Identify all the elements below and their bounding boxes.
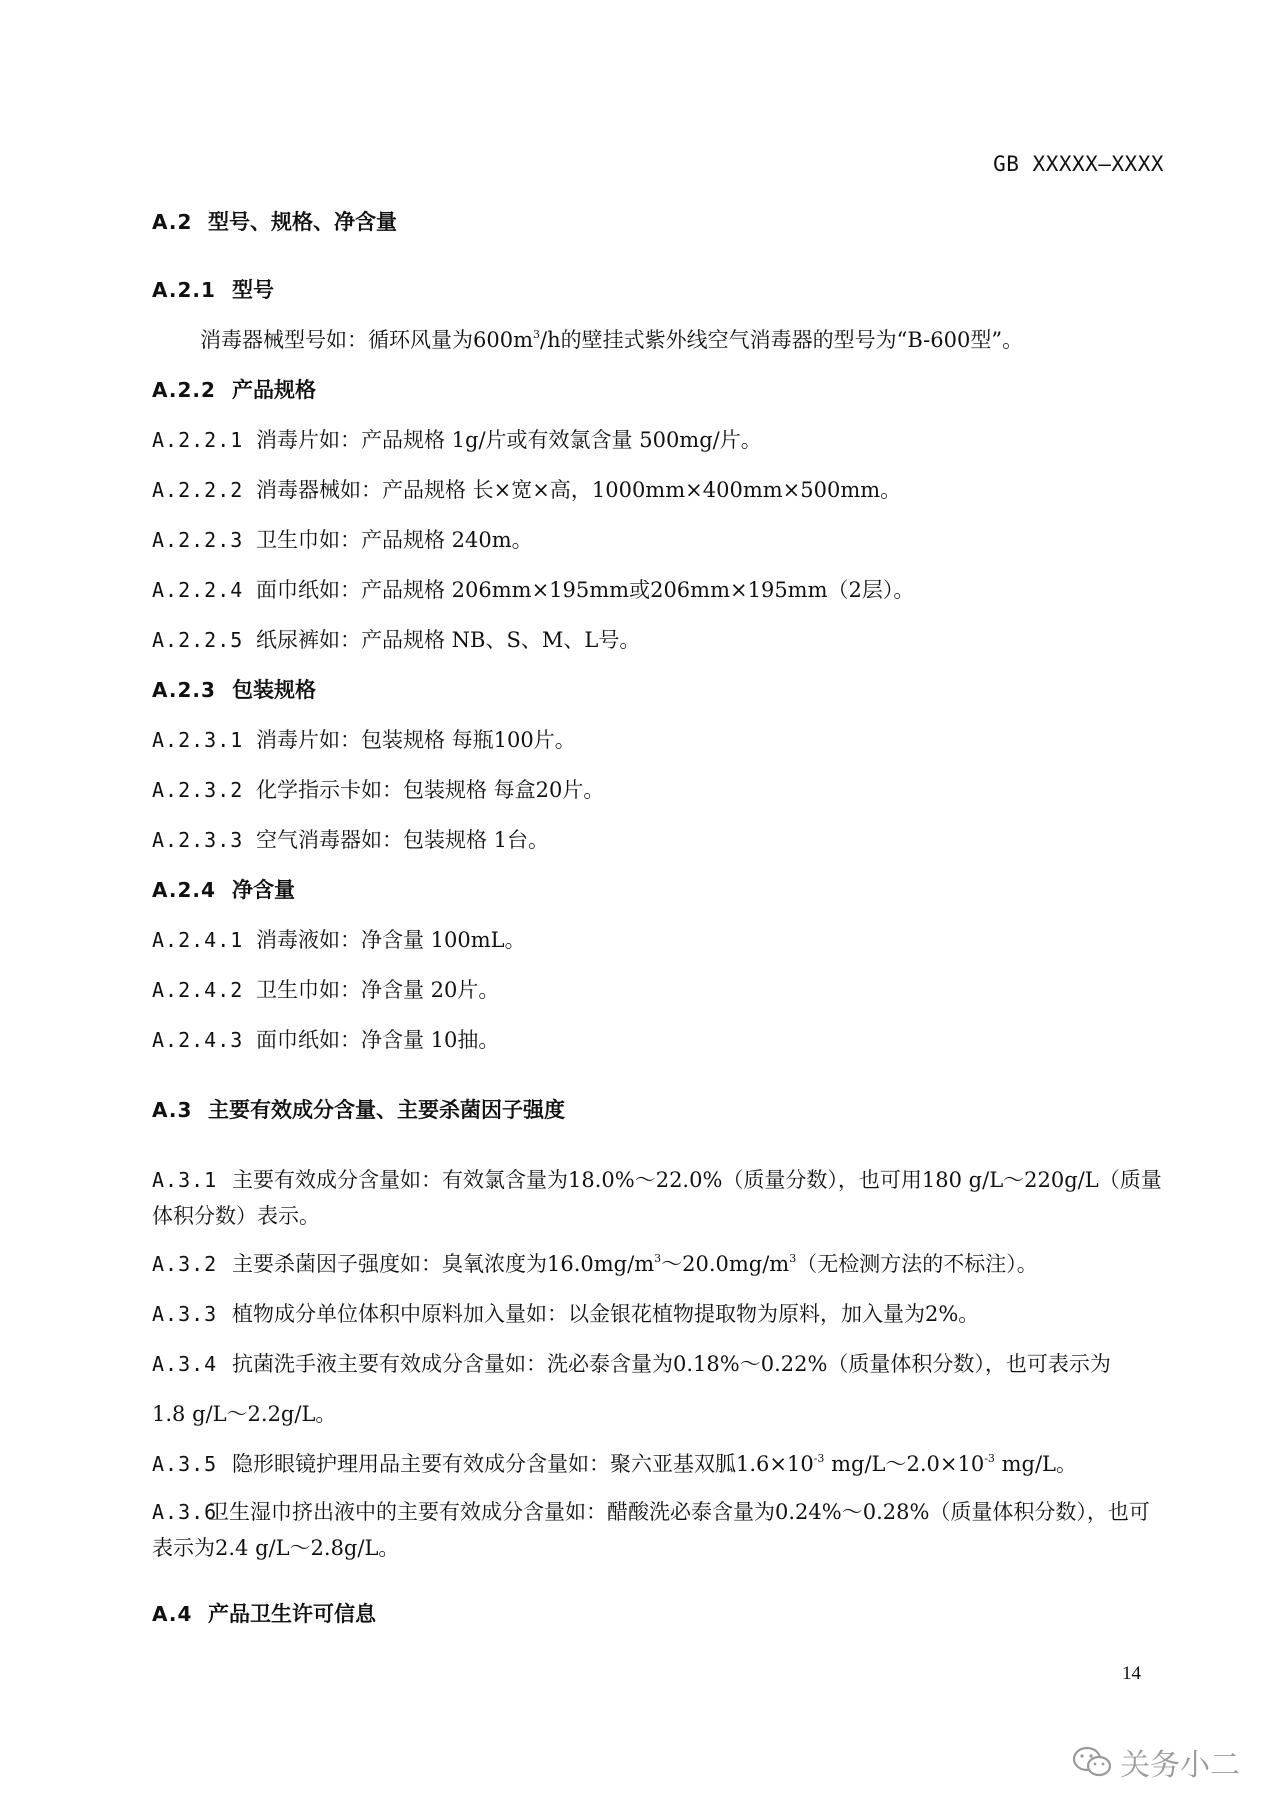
subsection-number: A.2.3 bbox=[152, 678, 216, 702]
clause-text: mg/L。 bbox=[994, 1452, 1077, 1476]
clause-text: 卫生湿巾挤出液中的主要有效成分含量如：醋酸洗必泰含量为0.24%～0.28%（质量体积分数），也可表示为2.4 g/L～2.8g/L。 bbox=[152, 1500, 1150, 1560]
paragraph-text: /h的壁挂式紫外线空气消毒器的型号为“B-600型”。 bbox=[540, 328, 1024, 352]
section-number: A.4 bbox=[152, 1602, 193, 1626]
clause-number: A.2.3.3 bbox=[152, 828, 244, 852]
clause-text: 抗菌洗手液主要有效成分含量如：洗必泰含量为0.18%～0.22%（质量体积分数），也可表示为 bbox=[232, 1352, 1111, 1376]
clause-number: A.2.2.4 bbox=[152, 578, 244, 602]
superscript: 3 bbox=[654, 1252, 662, 1265]
clause-text: 空气消毒器如：包装规格 1台。 bbox=[256, 828, 550, 852]
watermark bbox=[1072, 1740, 1240, 1784]
clause-number: A.3.4 bbox=[152, 1352, 218, 1376]
section-heading-a2 bbox=[152, 208, 397, 236]
section-number: A.3 bbox=[152, 1098, 193, 1122]
superscript: 3 bbox=[789, 1252, 797, 1265]
clause-number: A.2.4.1 bbox=[152, 928, 244, 952]
clause-a32 bbox=[152, 1250, 1038, 1278]
clause-a2401 bbox=[152, 926, 526, 954]
clause-text: 消毒器械如：产品规格 长×宽×高，1000mm×400mm×500mm。 bbox=[256, 478, 902, 502]
superscript: 3 bbox=[533, 328, 540, 341]
clause-text: 主要有效成分含量如：有效氯含量为18.0%～22.0%（质量分数），也可用180 g/L～220g/L（质量体积分数）表示。 bbox=[152, 1168, 1162, 1228]
clause-text: 卫生巾如：净含量 20片。 bbox=[256, 978, 500, 1002]
subsection-title: 净含量 bbox=[232, 878, 295, 902]
section-title: 型号、规格、净含量 bbox=[208, 210, 397, 234]
clause-number: A.2.4.2 bbox=[152, 978, 244, 1002]
clause-number: A.2.4.3 bbox=[152, 1028, 244, 1052]
subsection-heading-a21 bbox=[152, 276, 274, 304]
clause-text: 卫生巾如：产品规格 240m。 bbox=[256, 528, 533, 552]
clause-number: A.2.3.1 bbox=[152, 728, 244, 752]
clause-number: A.2.2.2 bbox=[152, 478, 244, 502]
clause-a2205 bbox=[152, 626, 640, 654]
clause-text: 主要杀菌因子强度如：臭氧浓度为16.0mg/m bbox=[232, 1252, 655, 1276]
superscript: -3 bbox=[984, 1452, 995, 1465]
clause-a35 bbox=[152, 1450, 1077, 1478]
clause-text: mg/L～2.0×10 bbox=[824, 1452, 985, 1476]
subsection-number: A.2.2 bbox=[152, 378, 216, 402]
section-title: 主要有效成分含量、主要杀菌因子强度 bbox=[208, 1098, 565, 1122]
clause-text: 面巾纸如：净含量 10抽。 bbox=[256, 1028, 500, 1052]
section-title: 产品卫生许可信息 bbox=[208, 1602, 376, 1626]
standard-code: GB XXXXX—XXXX bbox=[993, 152, 1164, 176]
clause-text: 消毒液如：净含量 100mL。 bbox=[256, 928, 526, 952]
page-number: 14 bbox=[1122, 1663, 1141, 1684]
clause-text: 隐形眼镜护理用品主要有效成分含量如：聚六亚基双胍1.6×10 bbox=[232, 1452, 814, 1476]
section-heading-a3 bbox=[152, 1096, 565, 1124]
clause-a2201 bbox=[152, 426, 762, 454]
clause-text: 消毒片如：包装规格 每瓶100片。 bbox=[256, 728, 576, 752]
clause-text: （无检测方法的不标注）。 bbox=[796, 1252, 1038, 1276]
subsection-heading-a22 bbox=[152, 376, 316, 404]
clause-number: A.2.2.3 bbox=[152, 528, 244, 552]
clause-a34-continuation bbox=[152, 1400, 336, 1428]
subsection-title: 型号 bbox=[232, 278, 274, 302]
wechat-icon bbox=[1072, 1745, 1112, 1779]
subsection-title: 产品规格 bbox=[232, 378, 316, 402]
clause-a2202 bbox=[152, 476, 901, 504]
clause-number: A.2.3.2 bbox=[152, 778, 244, 802]
superscript: -3 bbox=[813, 1452, 825, 1465]
subsection-heading-a24 bbox=[152, 876, 295, 904]
clause-number: A.3.1 bbox=[152, 1168, 218, 1192]
clause-a2302 bbox=[152, 776, 604, 804]
clause-a2204 bbox=[152, 576, 914, 604]
clause-number: A.3.2 bbox=[152, 1252, 218, 1276]
clause-number: A.3.5 bbox=[152, 1452, 218, 1476]
clause-text: 消毒片如：产品规格 1g/片或有效氯含量 500mg/片。 bbox=[256, 428, 762, 452]
clause-a2203 bbox=[152, 526, 533, 554]
clause-number: A.2.2.5 bbox=[152, 628, 244, 652]
clause-text: 1.8 g/L～2.2g/L。 bbox=[152, 1402, 337, 1426]
section-number: A.2 bbox=[152, 210, 193, 234]
watermark-text: 关务小二 bbox=[1120, 1748, 1240, 1783]
clause-a2403 bbox=[152, 1026, 499, 1054]
paragraph-text: 消毒器械型号如：循环风量为600m bbox=[200, 328, 533, 352]
clause-number: A.3.6 bbox=[152, 1500, 218, 1524]
clause-a2402 bbox=[152, 976, 499, 1004]
clause-a2303 bbox=[152, 826, 549, 854]
clause-a34 bbox=[152, 1350, 1111, 1378]
subsection-number: A.2.4 bbox=[152, 878, 216, 902]
clause-a33 bbox=[152, 1300, 979, 1328]
subsection-number: A.2.1 bbox=[152, 278, 216, 302]
clause-text: ～20.0mg/m bbox=[661, 1252, 790, 1276]
paragraph-a21 bbox=[200, 326, 1023, 354]
clause-a2301 bbox=[152, 726, 576, 754]
clause-a36 bbox=[152, 1494, 1162, 1566]
clause-text: 植物成分单位体积中原料加入量如：以金银花植物提取物为原料，加入量为2%。 bbox=[232, 1302, 980, 1326]
subsection-heading-a23 bbox=[152, 676, 316, 704]
clause-text: 化学指示卡如：包装规格 每盒20片。 bbox=[256, 778, 605, 802]
subsection-title: 包装规格 bbox=[232, 678, 316, 702]
clause-a31 bbox=[152, 1162, 1162, 1234]
clause-number: A.3.3 bbox=[152, 1302, 218, 1326]
clause-number: A.2.2.1 bbox=[152, 428, 244, 452]
clause-text: 面巾纸如：产品规格 206mm×195mm或206mm×195mm（2层）。 bbox=[256, 578, 915, 602]
clause-text: 纸尿裤如：产品规格 NB、S、M、L号。 bbox=[256, 628, 641, 652]
section-heading-a4 bbox=[152, 1600, 376, 1628]
